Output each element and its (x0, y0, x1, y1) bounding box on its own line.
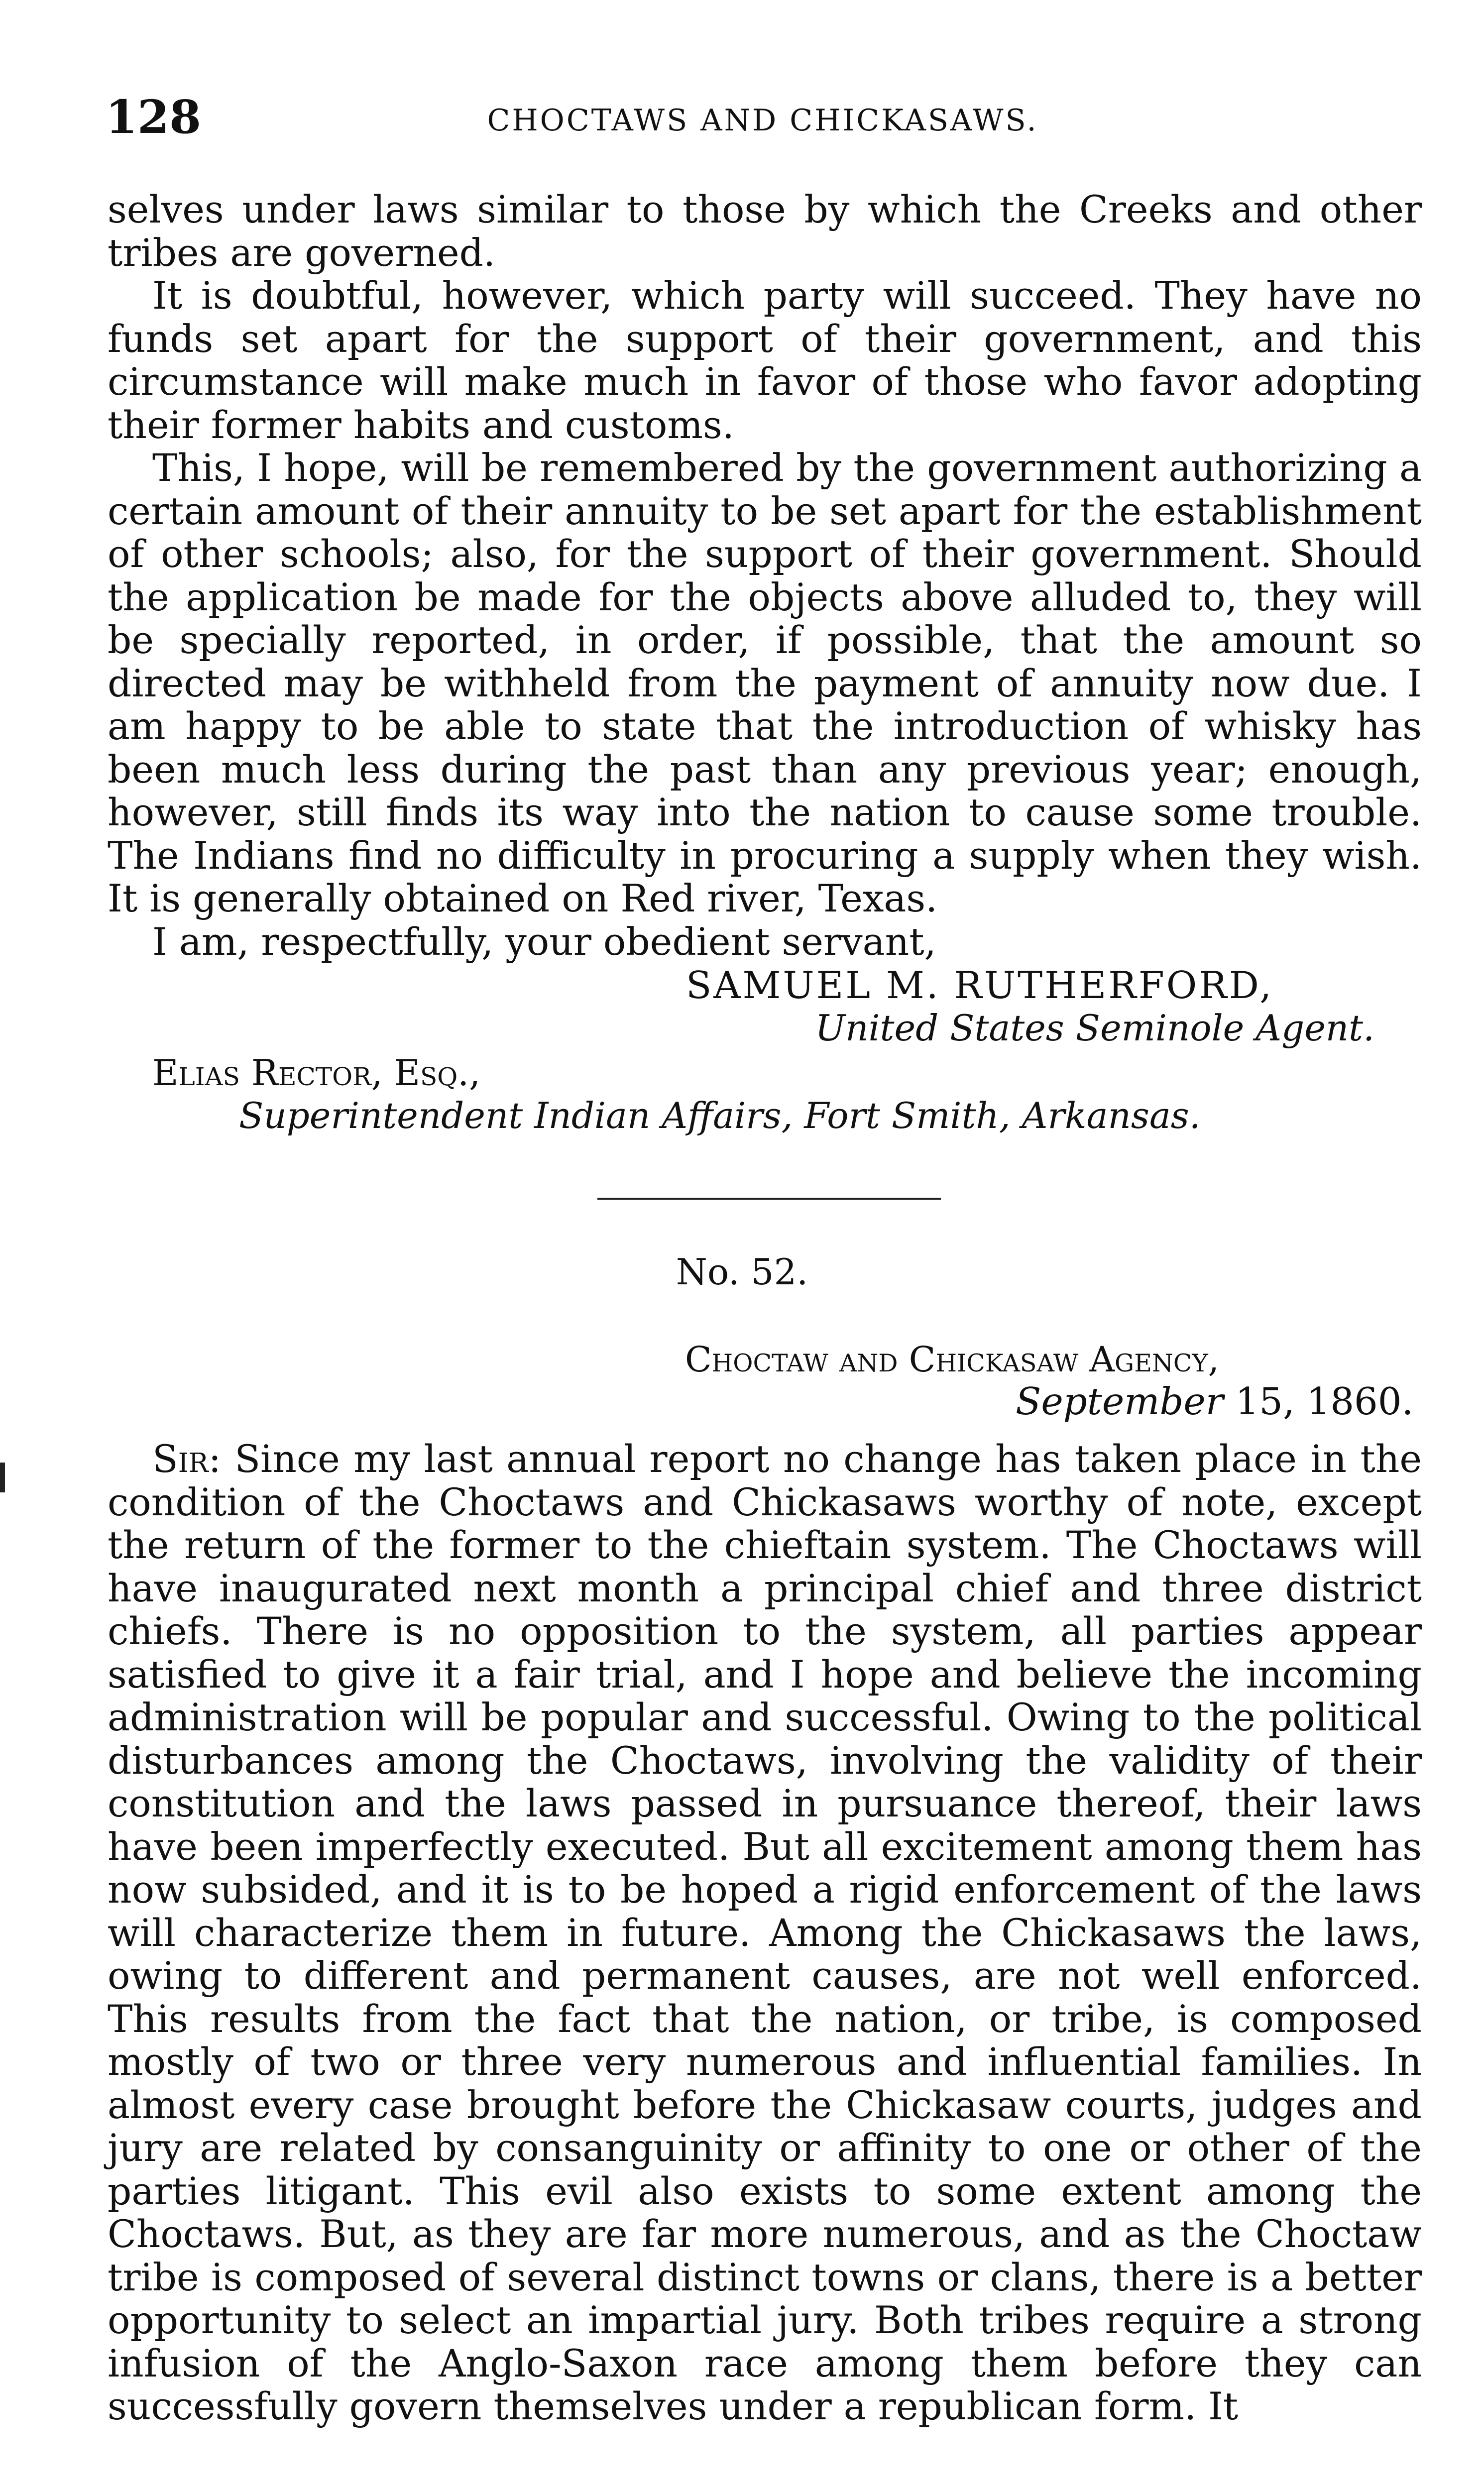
letter-agency-body (108, 1438, 1422, 2428)
date-day-year: 15, 1860. (1223, 1379, 1414, 1423)
report-text: Since my last annual report no change has taken place in the condition of the Choctaws and Chickasaws worthy of note, except the return of the former to the chieftain system. The Choctaws will have inaugurated next month a principal chief and three district chiefs. There is no opposition to the system, all parties appear satisfied to give it a fair trial, and I hope and believe the incoming administration will be popular and successful. Owing to the political disturbances among the Choctaws, involving the validity of their constitution and the laws passed in pursuance thereof, their laws have been imperfectly executed. But all excitement among them has now subsided, and it is to be hoped a rigid enforcement of the laws will characterize them in future. Among the Chickasaws the laws, owing to different and permanent causes, are not well enforced. This results from the fact that the nation, or tribe, is composed mostly of two or three very numerous and influential families. In almost every case brought before the Chickasaw courts, judges and jury are related by consanguinity or affinity to one or other of the parties litigant. This evil also exists to some extent among the Choctaws. But, as they are far more numerous, and as the Choctaw tribe is composed of several distinct towns or clans, there is a better opportunity to select an impartial jury. Both tribes require a strong infusion of the Anglo-Saxon race among them before they can successfully govern themselves under a republican form. It (108, 1437, 1422, 2428)
report-paragraph (108, 1438, 1422, 2428)
letter-seminole-body (108, 188, 1422, 963)
letter-date (1016, 1380, 1413, 1423)
section-divider (597, 1198, 941, 1200)
document-number: No. 52. (676, 1251, 808, 1293)
paragraph-continuation: selves under laws similar to those by which the Creeks and other tribes are governed. (108, 188, 1422, 275)
signature-title: United States Seminole Agent. (815, 1007, 1374, 1049)
running-head: CHOCTAWS AND CHICKASAWS. (487, 103, 1038, 138)
date-month: September (1016, 1379, 1224, 1423)
paragraph-annuity: This, I hope, will be remembered by the government authorizing a certain amount of their annuity to be set apart for the establishment of other schools; also, for the support of their government. Should the application be made for the objects above alluded to, they will be specially reported, in order, if possible, that the amount so directed may be withheld from the payment of annuity now due. I am happy to be able to state that the introduction of whisky has been much less during the past than any previous year; enough, however, still finds its way into the nation to cause some trouble. The Indians find no difficulty in procuring a supply when they wish. It is generally obtained on Red river, Texas. (108, 446, 1422, 920)
salutation: Sir: (152, 1437, 222, 1481)
addressee-title: Superintendent Indian Affairs, Fort Smith, Arkansas. (239, 1095, 1201, 1136)
paragraph-doubtful: It is doubtful, however, which party will succeed. They have no funds set apart for the support of their government, and this circumstance will make much in favor of those who favor adopting their former habits and customs. (108, 274, 1422, 447)
addressee-name: Elias Rector, Esq., (152, 1052, 481, 1094)
edge-mark (0, 1463, 5, 1492)
page-header (106, 92, 1420, 152)
closing-line: I am, respectfully, your obedient servant, (152, 919, 936, 964)
page-number: 128 (106, 90, 202, 144)
signature-name: SAMUEL M. RUTHERFORD, (686, 963, 1274, 1007)
agency-heading: Choctaw and Chickasaw Agency, (685, 1339, 1219, 1380)
